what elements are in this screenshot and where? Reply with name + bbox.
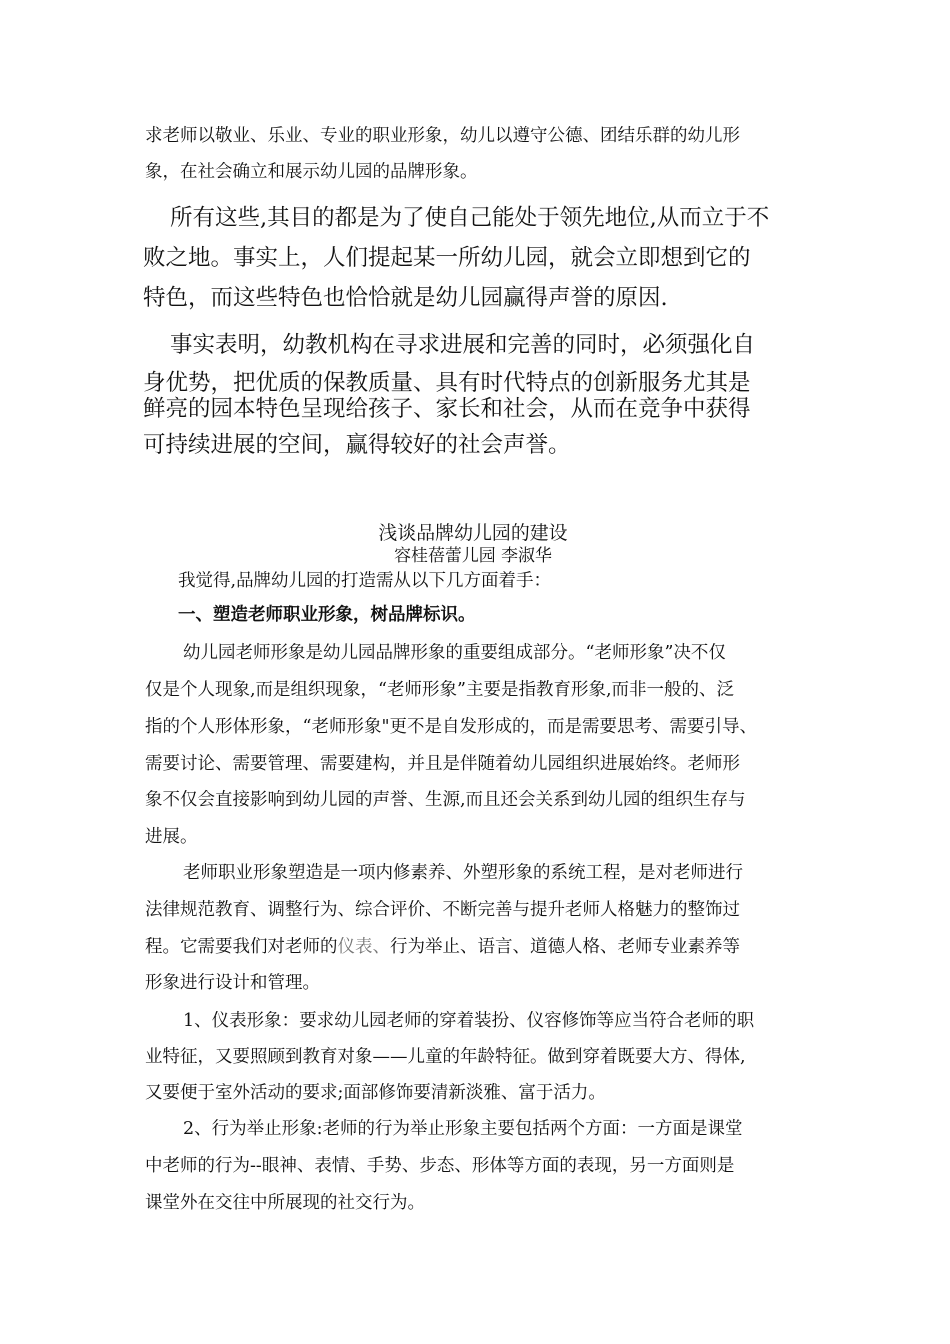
body-p3-line-1: 1、仪表形象：要求幼儿园老师的穿着装扮、仪容修饰等应当符合老师的职 [183,1011,755,1031]
paragraph-1-line-2: 败之地。事实上，人们提起某一所幼儿园，就会立即想到它的 [143,245,751,271]
body-p1-line-3: 指的个人形体形象，“老师形象"更不是自发形成的，而是需要思考、需要引导、 [145,717,757,737]
paragraph-2-line-3: 鲜亮的园本特色呈现给孩子、家长和社会，从而在竞争中获得 [143,396,751,422]
paragraph-2-line-4: 可持续进展的空间，赢得较好的社会声誉。 [143,432,571,458]
paragraph-2-line-1: 事实表明，幼教机构在寻求进展和完善的同时，必须强化自 [170,332,756,358]
article-author: 容桂蓓蕾儿园 李淑华 [394,546,552,566]
body-p4-line-3: 课堂外在交往中所展现的社交行为。 [145,1193,425,1213]
body-p2-line-1: 老师职业形象塑造是一项内修素养、外塑形象的系统工程，是对老师进行 [183,863,743,883]
body-p2-line-2: 法律规范教育、调整行为、综合评价、不断完善与提升老师人格魅力的整饰过 [145,900,740,920]
top-text-line-1: 求老师以敬业、乐业、专业的职业形象，幼儿以遵守公德、团结乐群的幼儿形 [145,126,740,146]
section-heading: 一、塑造老师职业形象，树品牌标识。 [178,605,476,625]
body-p1-line-5: 象不仅会直接影响到幼儿园的声誉、生源,而且还会关系到幼儿园的组织生存与 [145,790,746,810]
body-p3-line-3: 又要便于室外活动的要求;面部修饰要清新淡雅、富于活力。 [145,1083,606,1103]
article-intro: 我觉得,品牌幼儿园的打造需从以下几方面着手： [178,571,552,591]
body-p2-line-4: 形象进行设计和管理。 [145,973,320,993]
body-p2-line-3 [145,939,740,957]
article-title: 浅谈品牌幼儿园的建设 [378,522,568,544]
body-p1-line-2: 仅是个人现象,而是组织现象，“老师形象”主要是指教育形象,而非一般的、泛 [145,680,735,700]
highlighted-term: 仪表、 [337,937,390,957]
body-p4-line-2: 中老师的行为--眼神、表情、手势、步态、形体等方面的表现，另一方面则是 [145,1156,735,1176]
paragraph-1-line-3: 特色，而这些特色也恰恰就是幼儿园赢得声誉的原因. [143,285,668,311]
body-p4-line-1: 2、行为举止形象:老师的行为举止形象主要包括两个方面：一方面是课堂 [183,1119,743,1139]
body-p2-line-3-end: 行为举止、语言、道德人格、老师专业素养等 [390,937,740,957]
paragraph-1-line-1: 所有这些,其目的都是为了使自己能处于领先地位,从而立于不 [170,205,770,231]
body-p3-line-2: 业特征，又要照顾到教育对象——儿童的年龄特征。做到穿着既要大方、得体, [145,1047,746,1067]
top-text-line-2: 象，在社会确立和展示幼儿园的品牌形象。 [145,162,478,182]
paragraph-2-line-2: 身优势，把优质的保教质量、具有时代特点的创新服务尤其是 [143,370,751,396]
body-p2-line-3-start: 程。它需要我们对老师的 [145,937,338,957]
body-p1-line-6: 进展。 [145,827,198,847]
body-p1-line-1: 幼儿园老师形象是幼儿园品牌形象的重要组成部分。“老师形象”决不仅 [183,643,726,663]
body-p1-line-4: 需要讨论、需要管理、需要建构，并且是伴随着幼儿园组织进展始终。老师形 [145,754,740,774]
